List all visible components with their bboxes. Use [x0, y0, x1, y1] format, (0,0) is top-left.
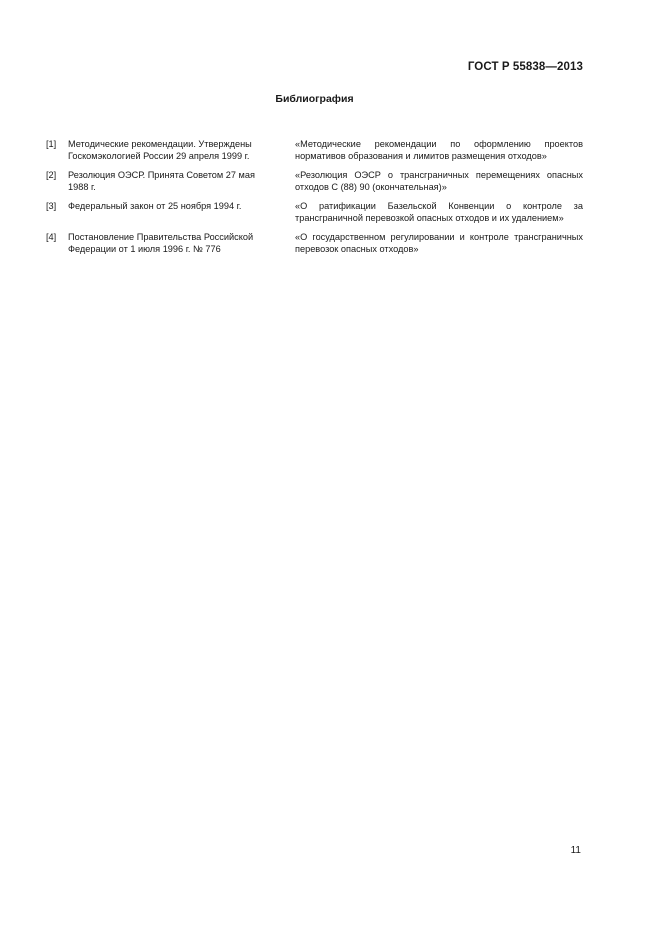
reference-title: «Методические рекомендации по оформлению проектов нормативов образования и лимитов размещения отходов»: [295, 139, 583, 161]
reference-number: [3]: [46, 201, 57, 211]
reference-document: Федеральный закон от 25 ноября 1994 г.: [68, 201, 242, 211]
reference-number: [4]: [46, 232, 57, 242]
page-number: 11: [570, 845, 581, 856]
reference-document: Резолюция ОЭСР. Принята Советом 27 мая 1988 г.: [68, 170, 255, 192]
reference-title: «Резолюция ОЭСР о трансграничных перемещениях опасных отходов С (88) 90 (окончательная)»: [295, 170, 583, 192]
reference-document: Методические рекомендации. Утверждены Госкомэкологией России 29 апреля 1999 г.: [68, 139, 252, 161]
bibliography-list: [46, 138, 583, 262]
bibliography-item: [46, 200, 583, 224]
bibliography-item: [46, 138, 583, 162]
reference-number: [2]: [46, 170, 57, 180]
bibliography-item: [46, 231, 583, 255]
reference-document: Постановление Правительства Российской Федерации от 1 июля 1996 г. № 776: [68, 232, 254, 254]
reference-title: «О государственном регулировании и контроле трансграничных перевозок опасных отходов»: [295, 232, 583, 254]
reference-title: «О ратификации Базельской Конвенции о контроле за трансграничной перевозкой опасных отходов и их удалением»: [295, 201, 583, 223]
section-title: Библиография: [275, 93, 354, 105]
reference-number: [1]: [46, 139, 57, 149]
document-code: ГОСТ Р 55838—2013: [467, 61, 583, 73]
bibliography-item: [46, 169, 583, 193]
